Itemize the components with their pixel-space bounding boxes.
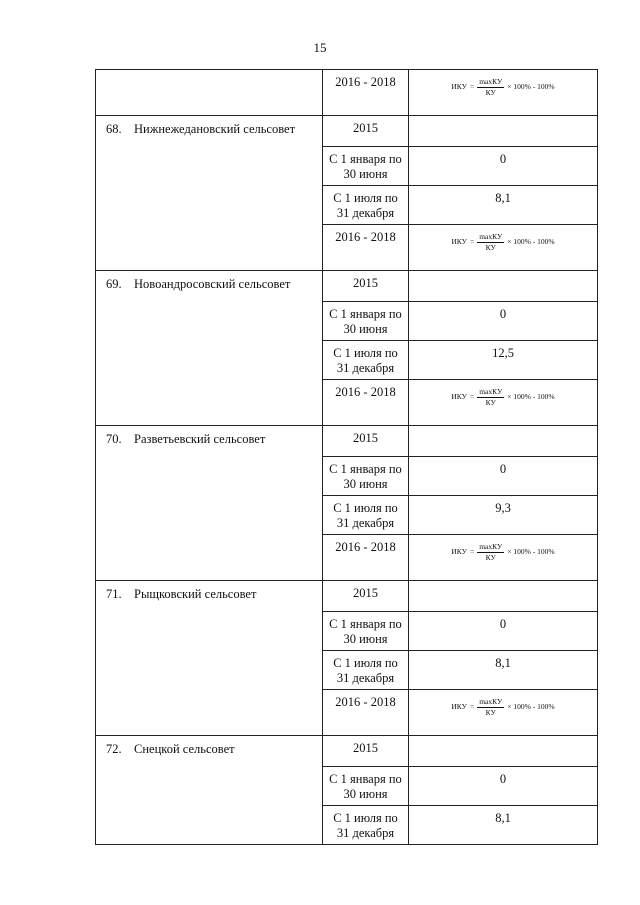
formula-fraction: [477, 233, 504, 251]
formula-denominator: КУ: [485, 707, 496, 717]
municipality-cell: [96, 736, 323, 845]
value-cell: 8,1: [409, 806, 598, 845]
formula-equals: =: [469, 237, 475, 247]
value-cell: 0: [409, 147, 598, 186]
formula-cell: [409, 535, 598, 581]
value-cell: 8,1: [409, 186, 598, 225]
formula-rhs: × 100% - 100%: [507, 237, 555, 247]
value-cell: 12,5: [409, 341, 598, 380]
municipality-cell: [96, 581, 323, 736]
period-cell: 2016 - 2018: [323, 535, 409, 581]
formula-lhs: ИКУ: [451, 702, 467, 712]
year-cell: 2015: [323, 581, 409, 612]
formula-fraction: [477, 698, 504, 716]
formula-numerator: maxКУ: [479, 77, 503, 86]
value-cell: [409, 581, 598, 612]
year-cell: 2015: [323, 271, 409, 302]
period-cell: С 1 июля по 31 декабря: [323, 806, 409, 845]
formula-cell: [409, 380, 598, 426]
table-row: [96, 736, 598, 767]
municipality-cell: [96, 426, 323, 581]
formula-lhs: ИКУ: [451, 547, 467, 557]
period-cell: С 1 июля по 31 декабря: [323, 651, 409, 690]
formula-cell: [409, 70, 598, 116]
municipality-name: Нижнежедановский сельсовет: [134, 122, 296, 136]
period-cell: С 1 января по 30 июня: [323, 767, 409, 806]
municipality-cell: [96, 271, 323, 426]
row-number: 69.: [106, 277, 122, 291]
value-cell: 9,3: [409, 496, 598, 535]
formula-denominator: КУ: [485, 397, 496, 407]
formula-denominator: КУ: [485, 242, 496, 252]
formula-numerator: maxКУ: [479, 387, 503, 396]
table-row: [96, 581, 598, 612]
period-cell: С 1 января по 30 июня: [323, 302, 409, 341]
period-cell: 2016 - 2018: [323, 70, 409, 116]
value-cell: 0: [409, 302, 598, 341]
year-cell: 2015: [323, 736, 409, 767]
formula-numerator: maxКУ: [479, 232, 503, 241]
formula: [451, 388, 554, 406]
formula-denominator: КУ: [485, 552, 496, 562]
formula-cell: [409, 690, 598, 736]
municipality-name: Рыщковский сельсовет: [134, 587, 257, 601]
formula-rhs: × 100% - 100%: [507, 702, 555, 712]
value-cell: [409, 426, 598, 457]
formula: [451, 698, 554, 716]
tariff-table: [95, 69, 598, 845]
municipality-cell: [96, 116, 323, 271]
municipality-name: Разветьевский сельсовет: [134, 432, 266, 446]
value-cell: 0: [409, 612, 598, 651]
municipality-name: Новоандросовский сельсовет: [134, 277, 291, 291]
formula-lhs: ИКУ: [451, 392, 467, 402]
period-cell: С 1 января по 30 июня: [323, 612, 409, 651]
period-cell: С 1 января по 30 июня: [323, 147, 409, 186]
row-number: 71.: [106, 587, 122, 601]
period-cell: 2016 - 2018: [323, 690, 409, 736]
row-number: 68.: [106, 122, 122, 136]
formula-rhs: × 100% - 100%: [507, 82, 555, 92]
year-cell: 2015: [323, 116, 409, 147]
formula-rhs: × 100% - 100%: [507, 547, 555, 557]
formula-cell: [409, 225, 598, 271]
period-cell: 2016 - 2018: [323, 380, 409, 426]
formula-equals: =: [469, 547, 475, 557]
formula: [451, 233, 554, 251]
formula-equals: =: [469, 82, 475, 92]
table-row: [96, 116, 598, 147]
period-cell: С 1 июля по 31 декабря: [323, 496, 409, 535]
value-cell: [409, 271, 598, 302]
value-cell: [409, 736, 598, 767]
year-cell: 2015: [323, 426, 409, 457]
table-row: [96, 426, 598, 457]
period-cell: С 1 июля по 31 декабря: [323, 186, 409, 225]
formula-equals: =: [469, 392, 475, 402]
formula-denominator: КУ: [485, 87, 496, 97]
formula-fraction: [477, 543, 504, 561]
formula-numerator: maxКУ: [479, 542, 503, 551]
formula-fraction: [477, 78, 504, 96]
formula-rhs: × 100% - 100%: [507, 392, 555, 402]
formula-numerator: maxКУ: [479, 697, 503, 706]
period-cell: С 1 июля по 31 декабря: [323, 341, 409, 380]
municipality-name: Снецкой сельсовет: [134, 742, 235, 756]
formula-fraction: [477, 388, 504, 406]
table-row: [96, 70, 598, 116]
page-number: 15: [313, 40, 327, 55]
table-row: [96, 271, 598, 302]
period-cell: 2016 - 2018: [323, 225, 409, 271]
row-number: 72.: [106, 742, 122, 756]
value-cell: 0: [409, 457, 598, 496]
formula: [451, 543, 554, 561]
value-cell: 0: [409, 767, 598, 806]
value-cell: [409, 116, 598, 147]
formula-equals: =: [469, 702, 475, 712]
value-cell: 8,1: [409, 651, 598, 690]
formula-lhs: ИКУ: [451, 237, 467, 247]
formula: [451, 78, 554, 96]
name-cell: [96, 70, 323, 116]
formula-lhs: ИКУ: [451, 82, 467, 92]
period-cell: С 1 января по 30 июня: [323, 457, 409, 496]
row-number: 70.: [106, 432, 122, 446]
